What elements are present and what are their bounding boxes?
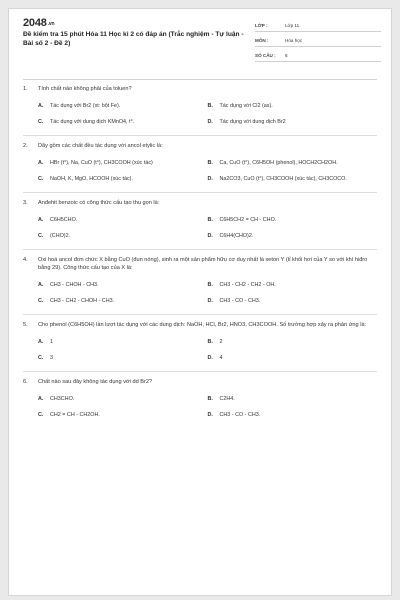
answer-option[interactable] <box>38 335 208 351</box>
answer-option[interactable] <box>38 115 208 131</box>
option-text: CH3CHO. <box>50 396 75 403</box>
answer-options <box>23 99 377 131</box>
answer-options <box>23 392 377 424</box>
question-number: 2. <box>23 143 28 149</box>
question-6 <box>23 378 377 424</box>
option-letter: D. <box>207 119 213 126</box>
answer-option[interactable] <box>208 278 378 294</box>
option-letter: D. <box>207 355 213 362</box>
option-text: CH3 - CH2 - CHOH - CH3. <box>50 298 115 305</box>
answer-option[interactable] <box>208 335 378 351</box>
answer-option[interactable] <box>38 172 208 188</box>
answer-option[interactable] <box>208 99 378 115</box>
option-letter: B. <box>207 282 213 289</box>
meta-label: LỚP : <box>255 22 268 28</box>
answer-option[interactable] <box>38 351 208 367</box>
answer-options <box>23 278 377 310</box>
question-divider <box>23 371 377 372</box>
question-body: Oxi hoá ancol đơn chức X bằng CuO (đun nóng), sinh ra một sản phẩm hữu cơ duy nhất là xeton Y (tỉ khối hơi của Y so với khí hiđro bằng 29). Công thức cấu tạo của X là: <box>38 257 368 271</box>
option-text: 1 <box>50 339 53 346</box>
meta-label: SỐ CÂU : <box>255 52 276 58</box>
question-1 <box>23 85 377 131</box>
option-text: CH2 = CH - CH2OH. <box>50 412 100 419</box>
question-text <box>23 256 377 272</box>
question-number: 1. <box>23 86 28 92</box>
option-text: Na2CO3, CuO (t°), CH3COOH (xúc tác), CH3COCO. <box>219 176 347 183</box>
option-text: (CHO)2. <box>50 233 71 240</box>
question-number: 4. <box>23 257 28 263</box>
page-title: Đề kiểm tra 15 phút Hóa 11 Học kì 2 có đáp án (Trắc nghiệm - Tự luận - Bài số 2 - Đề 2) <box>23 31 244 47</box>
option-text: CH3 - CO - CH3. <box>219 412 261 419</box>
question-divider <box>23 192 377 193</box>
question-text <box>23 321 377 329</box>
answer-option[interactable] <box>208 392 378 408</box>
option-letter: B. <box>207 339 213 346</box>
question-4 <box>23 256 377 310</box>
meta-info <box>255 19 381 64</box>
option-text: 3 <box>50 355 53 362</box>
answer-option[interactable] <box>38 392 208 408</box>
meta-value: Hóa học <box>285 37 303 43</box>
answer-option[interactable] <box>208 115 378 131</box>
question-number: 3. <box>23 200 28 206</box>
option-letter: C. <box>38 119 44 126</box>
answer-options <box>23 156 377 188</box>
question-body: Dãy gồm các chất đều tác dụng với ancol etylic là: <box>38 143 163 149</box>
question-3 <box>23 199 377 245</box>
option-text: 2 <box>219 339 223 346</box>
question-text <box>23 85 377 93</box>
answer-option[interactable] <box>208 172 378 188</box>
logo-number: 2048 <box>23 17 47 29</box>
option-letter: A. <box>38 103 44 110</box>
answer-option[interactable] <box>208 156 378 172</box>
option-letter: D. <box>207 298 213 305</box>
option-letter: C. <box>38 412 44 419</box>
option-text: C6H5CH2 = CH - CHO. <box>219 217 277 224</box>
option-letter: A. <box>38 160 44 167</box>
option-text: 4 <box>219 355 223 362</box>
meta-row-class <box>255 19 381 32</box>
option-text: C6H5CHO. <box>50 217 78 224</box>
option-text: NaOH, K, MgO, HCOOH (xúc tác). <box>50 176 133 183</box>
answer-option[interactable] <box>38 99 208 115</box>
option-letter: D. <box>207 176 213 183</box>
answer-option[interactable] <box>208 229 378 245</box>
option-text: CH3 - CO - CH3. <box>219 298 261 305</box>
option-letter: C. <box>38 233 44 240</box>
answer-options <box>23 335 377 367</box>
option-letter: A. <box>38 339 44 346</box>
option-letter: C. <box>38 176 44 183</box>
option-text: Tác dụng với Br2 (xt: bột Fe). <box>50 103 121 110</box>
question-text <box>23 378 377 386</box>
answer-option[interactable] <box>208 294 378 310</box>
option-text: C6H4(CHO)2. <box>219 233 254 240</box>
question-text <box>23 142 377 150</box>
header-divider <box>23 79 377 80</box>
question-5 <box>23 321 377 367</box>
option-letter: B. <box>207 103 213 110</box>
question-list <box>23 85 377 424</box>
option-letter: D. <box>207 412 213 419</box>
option-letter: A. <box>38 396 44 403</box>
answer-option[interactable] <box>38 213 208 229</box>
answer-option[interactable] <box>208 408 378 424</box>
question-divider <box>23 135 377 136</box>
question-divider <box>23 249 377 250</box>
option-text: CH3 - CH2 - CH2 - OH. <box>219 282 276 289</box>
logo-suffix: .vn <box>47 21 55 27</box>
question-text <box>23 199 377 207</box>
option-text: CH3 - CHOH - CH3. <box>50 282 99 289</box>
answer-options <box>23 213 377 245</box>
option-text: HBr (t°), Na, CuO (t°), CH3COOH (xúc tác) <box>50 160 153 167</box>
option-letter: C. <box>38 298 44 305</box>
answer-option[interactable] <box>38 278 208 294</box>
option-letter: B. <box>207 160 213 167</box>
answer-option[interactable] <box>38 294 208 310</box>
answer-option[interactable] <box>38 156 208 172</box>
meta-row-subject <box>255 34 381 47</box>
meta-row-count <box>255 49 381 62</box>
question-body: Anđehit benzoic có công thức cấu tạo thu gọn là: <box>38 200 160 206</box>
option-text: Ca, CuO (t°), C6H5OH (phenol), HOCH2CH2OH. <box>219 160 338 167</box>
worksheet-page <box>8 8 392 596</box>
question-divider <box>23 314 377 315</box>
option-letter: A. <box>38 282 44 289</box>
meta-value: 6 <box>285 52 288 58</box>
meta-label: MÔN : <box>255 37 269 43</box>
question-body: Chất nào sau đây không tác dụng với dd Br2? <box>38 379 153 385</box>
option-text: C2H4. <box>219 396 235 403</box>
question-body: Cho phenol (C6H5OH) lần lượt tác dụng với các dung dịch: NaOH, HCl, Br2, HNO3, CH3COOH. Số trường hợp xảy ra phản ứng là: <box>38 322 367 328</box>
option-letter: B. <box>207 217 213 224</box>
option-letter: D. <box>207 233 213 240</box>
option-text: Tác dụng với dung dịch Br2 <box>219 119 286 126</box>
option-text: Tác dụng với dung dịch KMnO4, t°. <box>50 119 135 126</box>
answer-option[interactable] <box>208 351 378 367</box>
question-2 <box>23 142 377 188</box>
answer-option[interactable] <box>208 213 378 229</box>
answer-option[interactable] <box>38 229 208 245</box>
question-number: 6. <box>23 379 28 385</box>
option-letter: B. <box>207 396 213 403</box>
header <box>9 9 391 75</box>
question-number: 5. <box>23 322 28 328</box>
option-text: Tác dụng với Cl2 (as). <box>219 103 273 110</box>
question-body: Tính chất nào không phải của toluen? <box>38 86 132 92</box>
answer-option[interactable] <box>38 408 208 424</box>
meta-value: Lớp 11 <box>285 22 300 28</box>
option-letter: C. <box>38 355 44 362</box>
option-letter: A. <box>38 217 44 224</box>
